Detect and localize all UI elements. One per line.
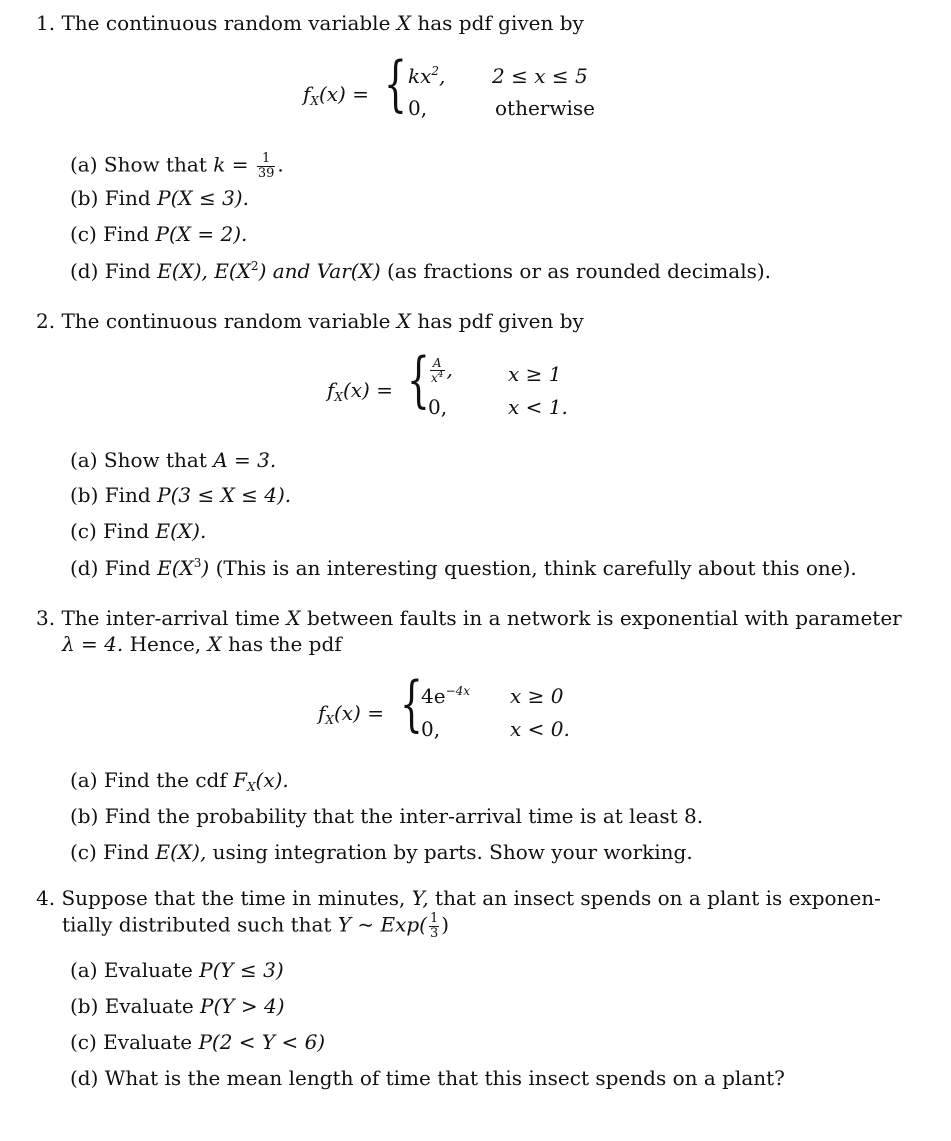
q1-case2-expr: 0,: [408, 96, 428, 120]
q2-pdf-lhs: $f_X(x)$ =: [327, 378, 393, 404]
q1-part-a: (a) Show that k = $\frac{1}{39}$ .: [70, 151, 284, 181]
q4-part-b: (b) Evaluate P(Y > 4): [70, 994, 285, 1018]
q3-part-b: (b) Find the probability that the inter-arrival time is at least 8.: [70, 804, 704, 828]
q1-case2-cond: otherwise: [495, 96, 595, 120]
q2-number: 2.: [36, 309, 56, 333]
q1-part-b: (b) Find P(X ≤ 3).: [70, 186, 249, 210]
q2-part-c: (c) Find E(X).: [70, 519, 207, 543]
q4-part-a: (a) Evaluate P(Y ≤ 3): [70, 958, 284, 982]
q4-part-c: (c) Evaluate P(2 < Y < 6): [70, 1030, 326, 1054]
q2-part-d: (d) Find $E(X^3)$ (This is an interesting question, think carefully about this one).: [70, 556, 857, 580]
q1-case1-expr: $kx^2$,: [408, 64, 446, 88]
q1-case1-cond: 2 ≤ x ≤ 5: [492, 64, 588, 88]
q3-stem-line2: λ = 4. Hence, X has the pdf: [62, 632, 342, 656]
q3-case2-expr: 0,: [421, 717, 441, 741]
q2-part-a: (a) Show that A = 3.: [70, 448, 277, 472]
q1-number: 1.: [36, 11, 56, 35]
q1-part-d: (d) Find E(X), $E(X^2)$ and Var(X) (as fractions or as rounded decimals).: [70, 259, 772, 283]
q2-brace: {: [407, 345, 430, 415]
q3-case1-cond: x ≥ 0: [510, 684, 564, 708]
q2-case2-cond: x < 1.: [508, 395, 568, 419]
q3-case2-cond: x < 0.: [510, 717, 570, 741]
q3-number: 3.: [36, 606, 56, 630]
q1-part-c: (c) Find P(X = 2).: [70, 222, 248, 246]
q2-part-b: (b) Find P(3 ≤ X ≤ 4).: [70, 483, 292, 507]
q2-case1-expr: $\frac{A}{x^4}$ ,: [431, 356, 453, 385]
q4-rate-fraction: $\frac{1}{3}$: [429, 911, 439, 941]
q4-stem-line1: 4. Suppose that the time in minutes, Y, that an insect spends on a plant is exponen-: [36, 886, 881, 910]
q2-case1-cond: x ≥ 1: [508, 362, 562, 386]
q3-part-a: (a) Find the cdf $F_X(x)$.: [70, 768, 289, 794]
q1-k-fraction: $\frac{1}{39}$: [257, 151, 275, 181]
q4-stem-line2: tially distributed such that Y ∼ Exp( $\frac{1}{3}$ ): [62, 911, 450, 941]
q4-number: 4.: [36, 886, 56, 910]
q4-part-d: (d) What is the mean length of time that this insect spends on a plant?: [70, 1066, 785, 1090]
q1-stem: 1. The continuous random variable X has pdf given by: [36, 11, 584, 35]
q3-part-c: (c) Find E(X), using integration by parts. Show your working.: [70, 840, 693, 864]
q3-case1-expr: $4e^{-4x}$: [421, 684, 471, 708]
q1-brace: {: [384, 49, 407, 119]
q2-stem: 2. The continuous random variable X has pdf given by: [36, 309, 584, 333]
q3-brace: {: [400, 669, 423, 739]
q2-a-over-x4-fraction: $\frac{A}{x^4}$: [431, 356, 444, 385]
q3-stem-line1: 3. The inter-arrival time X between faults in a network is exponential with parameter: [36, 606, 902, 630]
q1-pdf-lhs: $f_X(x)$ =: [303, 82, 369, 108]
q2-case2-expr: 0,: [428, 395, 448, 419]
q3-pdf-lhs: $f_X(x)$ =: [318, 701, 384, 727]
